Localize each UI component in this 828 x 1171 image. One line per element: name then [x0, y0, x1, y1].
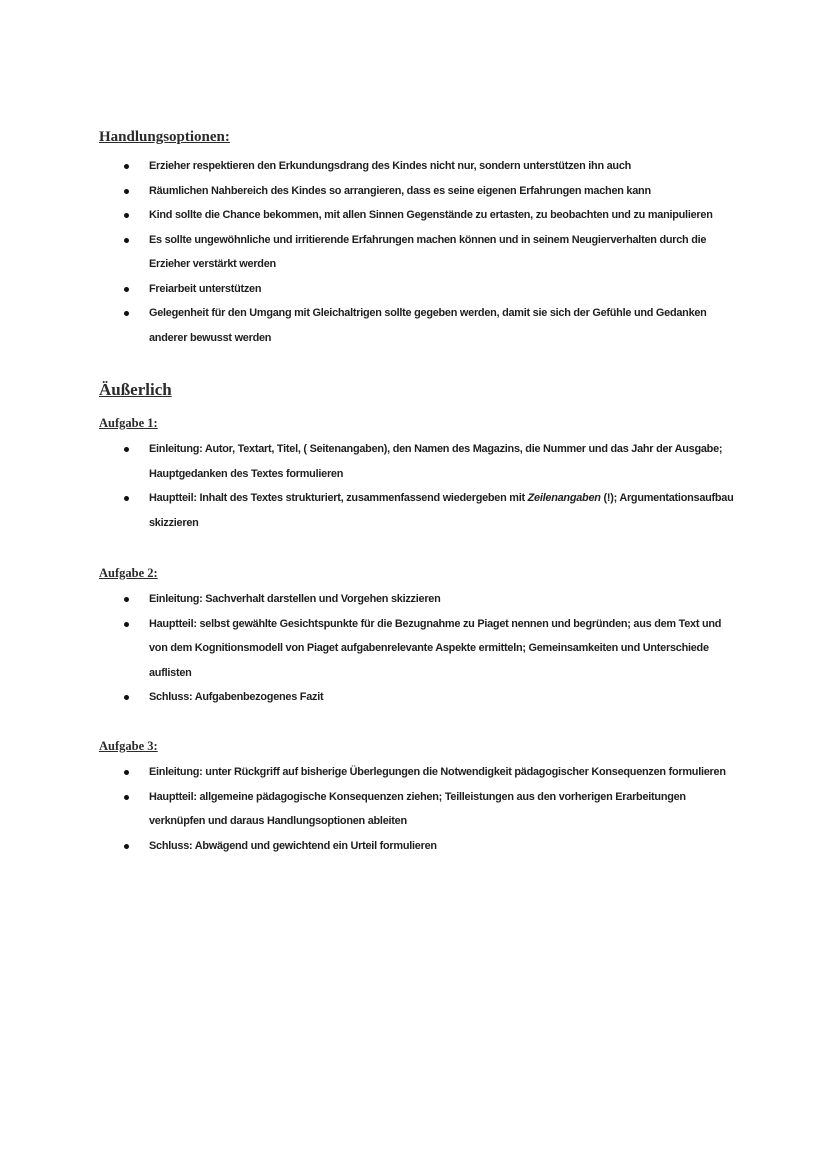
list-item: Erzieher respektieren den Erkundungsdrang des Kindes nicht nur, sondern unterstützen ihn auch	[0, 154, 739, 179]
list-item: Hauptteil: selbst gewählte Gesichtspunkte für die Bezugnahme zu Piaget nennen und begründen; aus dem Text und von dem Kognitionsmodell von Piaget aufgabenrelevante Aspekte ermitteln; Gemeinsamkeiten und Unterschiede auflisten	[0, 612, 739, 686]
list-aufgabe-3	[0, 760, 828, 858]
list-item: Einleitung: Sachverhalt darstellen und Vorgehen skizzieren	[0, 587, 739, 612]
bullet-icon	[124, 189, 129, 194]
list-item: Hauptteil: allgemeine pädagogische Konsequenzen ziehen; Teilleistungen aus den vorherigen Erarbeitungen verknüpfen und daraus Handlungsoptionen ableiten	[0, 785, 739, 834]
bullet-icon	[124, 238, 129, 243]
bullet-icon	[124, 622, 129, 627]
list-item: Einleitung: unter Rückgriff auf bisherige Überlegungen die Notwendigkeit pädagogischer Konsequenzen formulieren	[0, 760, 739, 785]
bullet-icon	[124, 844, 129, 849]
bullet-icon	[124, 447, 129, 452]
bullet-icon	[124, 597, 129, 602]
list-item: Räumlichen Nahbereich des Kindes so arrangieren, dass es seine eigenen Erfahrungen machen kann	[0, 179, 739, 204]
bullet-icon	[124, 496, 129, 501]
list-item: Gelegenheit für den Umgang mit Gleichaltrigen sollte gegeben werden, damit sie sich der Gefühle und Gedanken anderer bewusst werden	[0, 301, 739, 350]
list-item: Einleitung: Autor, Textart, Titel, ( Seitenangaben), den Namen des Magazins, die Nummer und das Jahr der Ausgabe; Hauptgedanken des Textes formulieren	[0, 437, 739, 486]
bullet-icon	[124, 770, 129, 775]
list-item: Schluss: Aufgabenbezogenes Fazit	[0, 685, 739, 710]
bullet-icon	[124, 164, 129, 169]
heading-aufgabe-1: Aufgabe 1:	[99, 416, 158, 430]
list-item: Freiarbeit unterstützen	[0, 277, 739, 302]
list-item: Hauptteil: Inhalt des Textes strukturiert, zusammenfassend wiedergeben mit Zeilenangaben (!); Argumentationsaufbau skizzieren	[0, 486, 739, 535]
italic-emphasis: Zeilenangaben	[527, 492, 601, 504]
bullet-icon	[124, 213, 129, 218]
bullet-icon	[124, 695, 129, 700]
heading-handlungsoptionen: Handlungsoptionen:	[99, 129, 230, 145]
list-item: Es sollte ungewöhnliche und irritierende Erfahrungen machen können und in seinem Neugierverhalten durch die Erzieher verstärkt werden	[0, 228, 739, 277]
heading-aufgabe-2: Aufgabe 2:	[99, 566, 158, 580]
list-aufgabe-1	[0, 437, 828, 535]
list-item: Schluss: Abwägend und gewichtend ein Urteil formulieren	[0, 834, 739, 859]
list-aufgabe-2	[0, 587, 828, 710]
list-handlungsoptionen	[0, 154, 828, 350]
list-item: Kind sollte die Chance bekommen, mit allen Sinnen Gegenstände zu ertasten, zu beobachten und zu manipulieren	[0, 203, 739, 228]
bullet-icon	[124, 311, 129, 316]
bullet-icon	[124, 287, 129, 292]
heading-aeusserlich: Äußerlich	[99, 380, 172, 399]
heading-aufgabe-3: Aufgabe 3:	[99, 739, 158, 753]
bullet-icon	[124, 795, 129, 800]
